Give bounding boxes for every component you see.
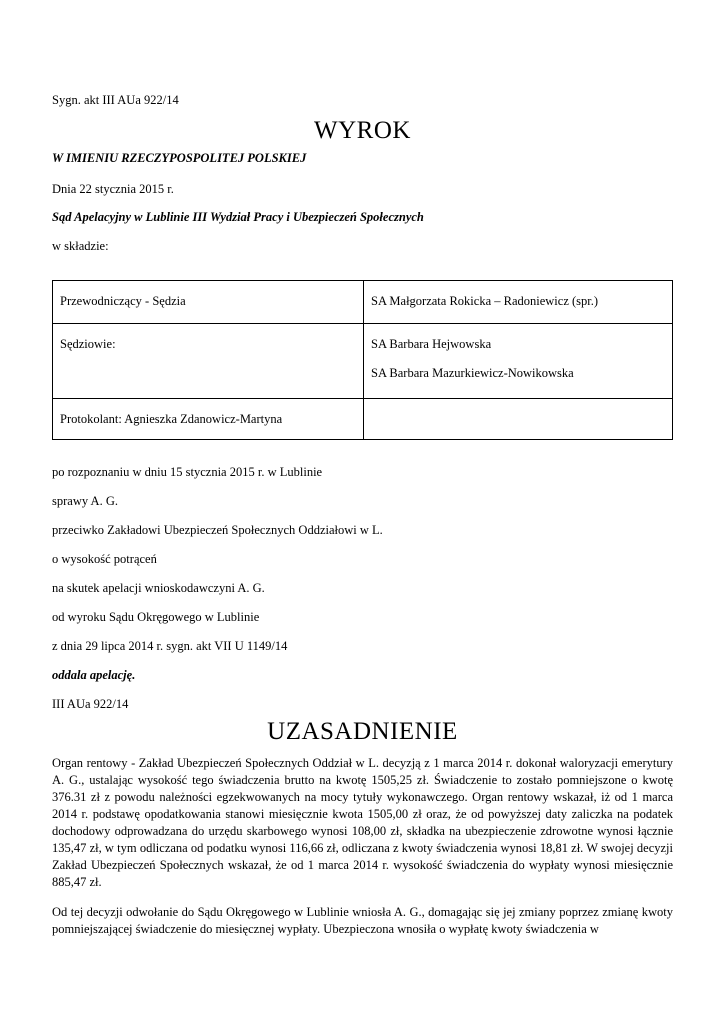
judges-label: Sędziowie:	[53, 324, 364, 399]
case-number: Sygn. akt III AUa 922/14	[52, 93, 179, 107]
proceeding-line: po rozpoznaniu w dniu 15 stycznia 2015 r. w Lublinie	[52, 465, 323, 479]
invocation: W IMIENIU RZECZYPOSPOLITEJ POLSKIEJ	[52, 151, 307, 165]
judge-name: SA Barbara Mazurkiewicz-Nowikowska	[371, 365, 574, 380]
proceeding-line: przeciwko Zakładowi Ubezpieczeń Społecznych Oddziałowi w L.	[52, 523, 383, 537]
ruling: oddala apelację.	[52, 668, 136, 682]
case-reference: III AUa 922/14	[52, 697, 129, 711]
judgment-date: Dnia 22 stycznia 2015 r.	[52, 182, 174, 196]
judges-cell	[364, 324, 673, 399]
justification-paragraph: Organ rentowy - Zakład Ubezpieczeń Społecznych Oddział w L. decyzją z 1 marca 2014 r. dokonał waloryzacji emerytury A. G., ustalając wysokość tego świadczenia brutto na kwotę 1505,25 zł. Świadczenie to zostało pomniejszone o kwotę 376.31 zł z powodu należności egzekwowanych na mocy tytuły wykonawczego. Organ rentowy wskazał, iż od 1 marca 2014 r. podstawę opodatkowania stanowi miesięcznie kwota 1505,00 zł oraz, że od powyższej daty zaliczka na podatek dochodowy odprowadzana do urzędu skarbowego wynosi 108,00 zł, składka na ubezpieczenie zdrowotne wynosi łącznie 135,47 zł, w tym odliczana od podatku wynosi 116,66 zł, odliczana z kwoty świadczenia wynosi 18,81 zł. W swojej decyzji Zakład Ubezpieczeń Społecznych wskazał, że od 1 marca 2014 r. wysokość świadczenia do wypłaty wynosi miesięcznie 885,47 zł.	[52, 756, 673, 889]
clerk-value	[364, 399, 673, 440]
table-row	[53, 324, 673, 399]
justification-paragraph: Od tej decyzji odwołanie do Sądu Okręgowego w Lublinie wniosła A. G., domagając się jej zmiany poprzez zmianę kwoty pomniejszającej świadczenie do miesięcznej wypłaty. Ubezpieczona wnosiła o wypłatę kwoty świadczenia w	[52, 905, 673, 936]
proceeding-line: o wysokość potrąceń	[52, 552, 157, 566]
justification-title: UZASADNIENIE	[267, 718, 458, 745]
clerk: Protokolant: Agnieszka Zdanowicz-Martyna	[53, 399, 364, 440]
table-row	[53, 399, 673, 440]
presiding-judge: SA Małgorzata Rokicka – Radoniewicz (spr.)	[364, 281, 673, 324]
proceeding-line: z dnia 29 lipca 2014 r. sygn. akt VII U 1149/14	[52, 639, 288, 653]
proceeding-line: na skutek apelacji wnioskodawczyni A. G.	[52, 581, 265, 595]
composition-label: w składzie:	[52, 239, 109, 253]
composition-table	[52, 280, 673, 440]
table-row	[53, 281, 673, 324]
proceeding-line: sprawy A. G.	[52, 494, 118, 508]
judgment-title: WYROK	[314, 117, 411, 144]
court-name: Sąd Apelacyjny w Lublinie III Wydział Pracy i Ubezpieczeń Społecznych	[52, 210, 424, 224]
presiding-label: Przewodniczący - Sędzia	[53, 281, 364, 324]
proceeding-line: od wyroku Sądu Okręgowego w Lublinie	[52, 610, 260, 624]
judge-name: SA Barbara Hejwowska	[371, 337, 492, 351]
